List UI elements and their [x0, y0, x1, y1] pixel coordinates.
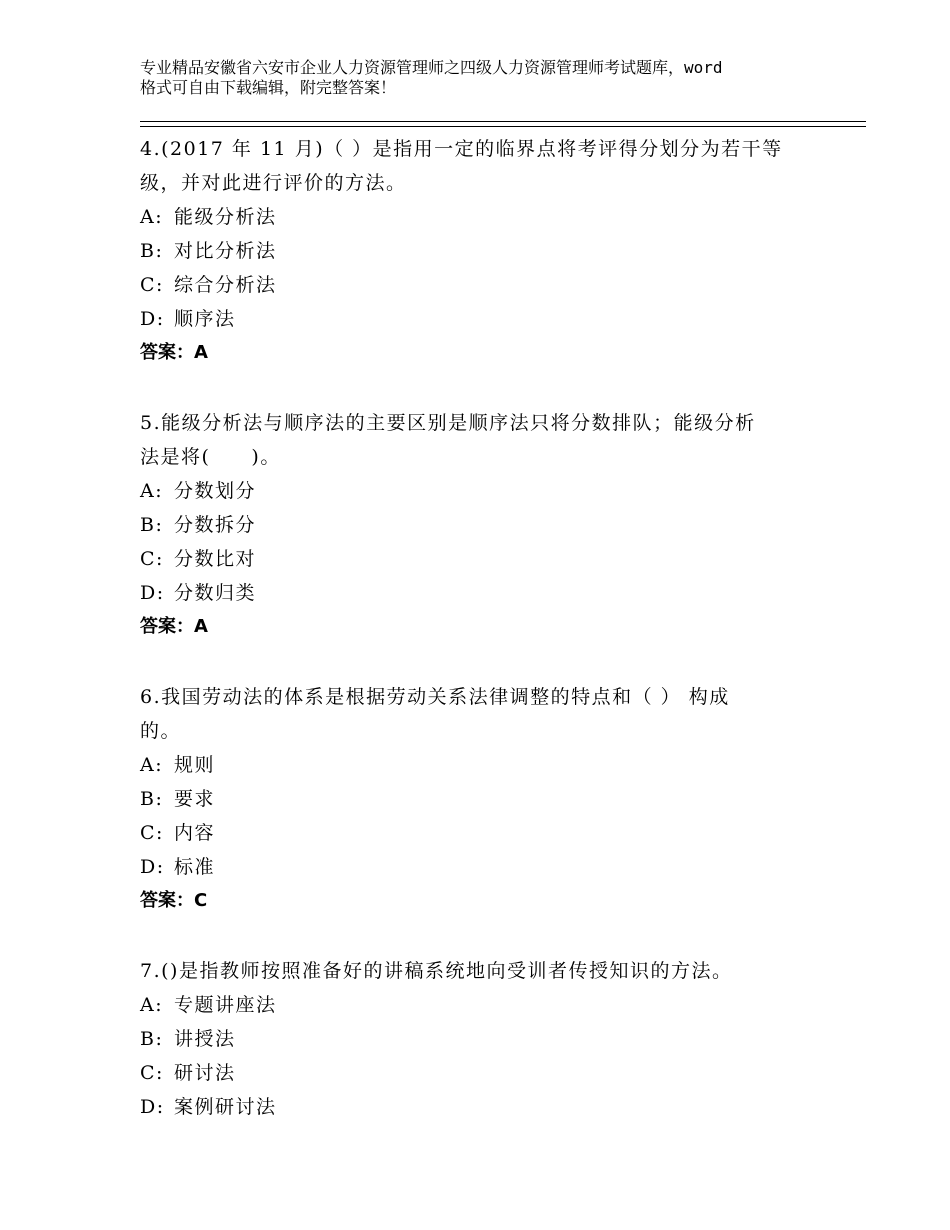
option-d: D: 案例研讨法 [140, 1096, 277, 1118]
question-stem: 5.能级分析法与顺序法的主要区别是顺序法只将分数排队；能级分析 法是将( )。 [140, 412, 756, 468]
question-7 [140, 952, 840, 1124]
question-stem: 7.()是指教师按照准备好的讲稿系统地向受训者传授知识的方法。 [140, 960, 733, 982]
option-d: D: 分数归类 [140, 582, 257, 604]
question-6 [140, 678, 840, 918]
option-c: C: 内容 [140, 822, 216, 844]
option-b: B: 分数拆分 [140, 514, 257, 536]
header-line-1: 专业精品安徽省六安市企业人力资源管理师之四级人力资源管理师考试题库，word [140, 58, 723, 77]
question-stem: 6.我国劳动法的体系是根据劳动关系法律调整的特点和（ ） 构成 的。 [140, 686, 730, 742]
option-c: C: 分数比对 [140, 548, 257, 570]
header-line-2: 格式可自由下载编辑，附完整答案！ [140, 78, 397, 97]
question-4 [140, 130, 840, 370]
question-list [140, 130, 840, 1124]
option-b: B: 要求 [140, 788, 216, 810]
answer: 答案：A [140, 342, 208, 363]
header-rule-bottom [140, 126, 866, 127]
option-a: A: 专题讲座法 [140, 994, 277, 1016]
option-a: A: 分数划分 [140, 480, 257, 502]
option-c: C: 综合分析法 [140, 274, 277, 296]
option-a: A: 能级分析法 [140, 206, 277, 228]
question-stem: 4.(2017 年 11 月)（ ）是指用一定的临界点将考评得分划分为若干等 级，并对此进行评价的方法。 [140, 138, 783, 194]
option-c: C: 研讨法 [140, 1062, 236, 1084]
option-d: D: 标准 [140, 856, 216, 878]
option-b: B: 讲授法 [140, 1028, 236, 1050]
header-rule-top [140, 121, 866, 122]
option-a: A: 规则 [140, 754, 216, 776]
option-b: B: 对比分析法 [140, 240, 277, 262]
answer: 答案：C [140, 890, 208, 911]
answer: 答案：A [140, 616, 208, 637]
option-d: D: 顺序法 [140, 308, 236, 330]
document-header [140, 58, 840, 98]
question-5 [140, 404, 840, 644]
